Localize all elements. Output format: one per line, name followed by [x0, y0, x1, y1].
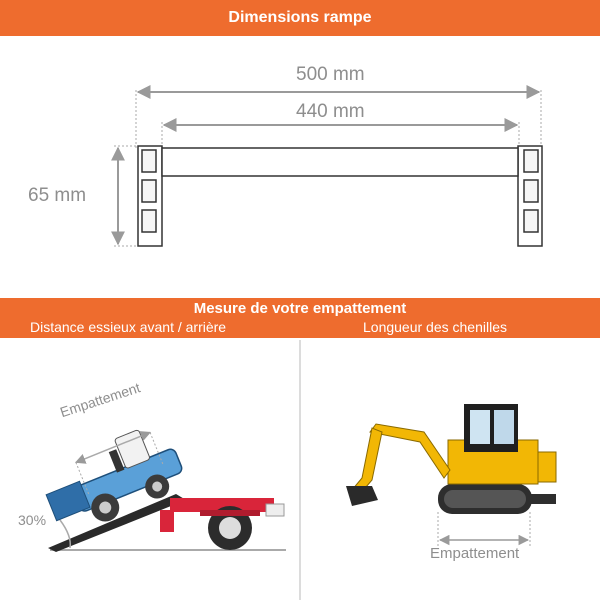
left-caption: Distance essieux avant / arrière	[30, 319, 227, 335]
height-label: 65 mm	[28, 185, 87, 206]
excavator-wheelbase-label: Empattement	[430, 545, 520, 562]
right-caption: Longueur des chenilles	[363, 319, 507, 335]
slope-label: 30%	[18, 512, 47, 528]
section-title: Mesure de votre empattement	[193, 300, 407, 317]
outer-width-label: 500 mm	[296, 64, 365, 85]
excavator-illustration	[346, 404, 556, 548]
section-title: Dimensions rampe	[228, 9, 372, 26]
mower-illustration	[36, 420, 286, 552]
section-header-wheelbase	[0, 298, 600, 338]
inner-width-label: 440 mm	[296, 101, 365, 122]
ramp-profile	[138, 146, 542, 246]
mower-wheelbase-label: Empattement	[58, 379, 143, 421]
